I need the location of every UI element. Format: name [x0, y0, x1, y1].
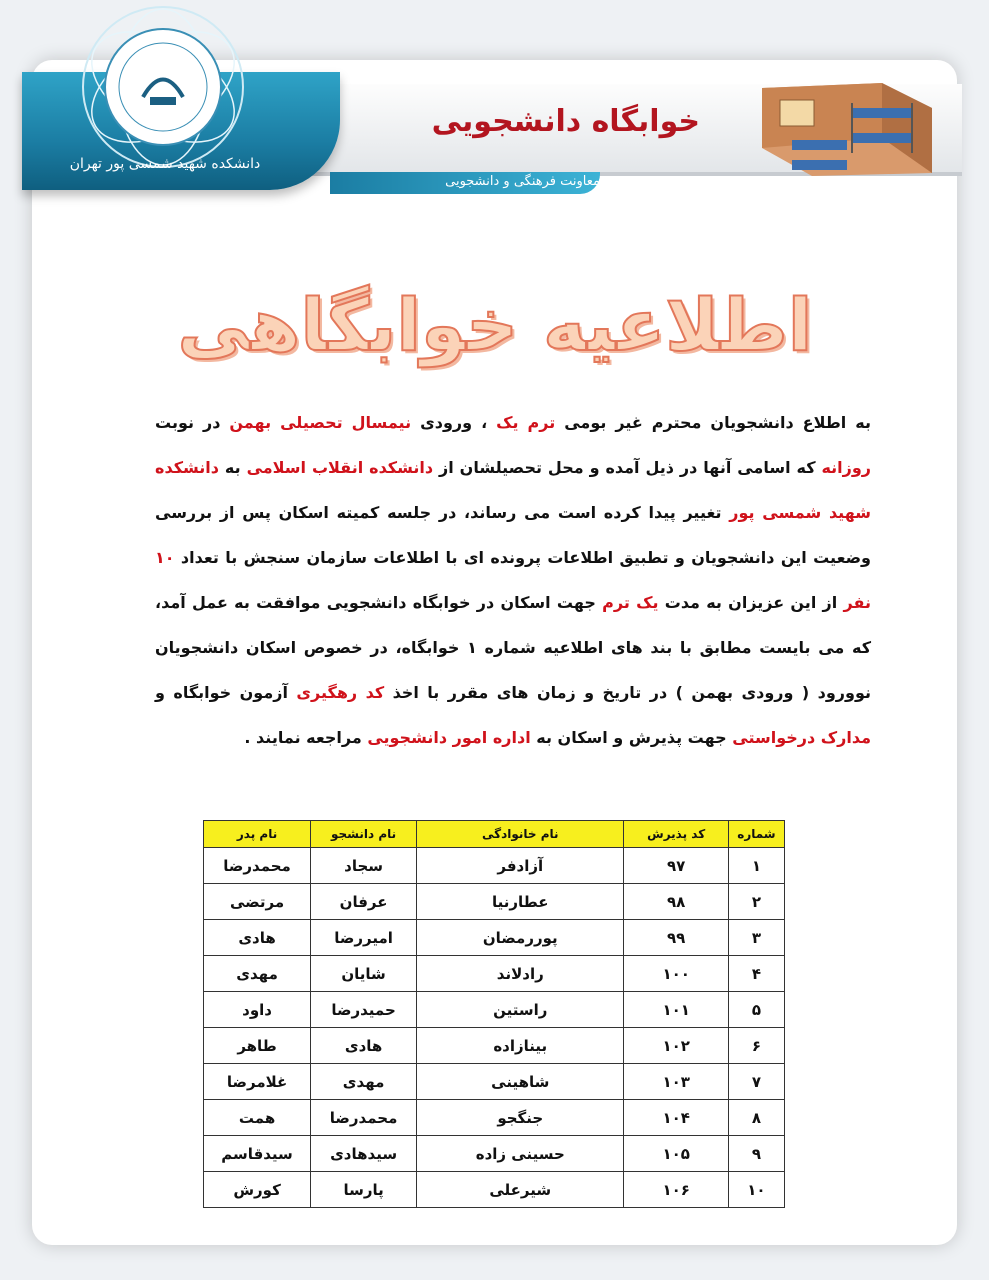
last-name: شیرعلی [417, 1172, 624, 1208]
father-name: محمدرضا [204, 848, 311, 884]
notice-highlight: مدارک درخواستی [732, 728, 871, 747]
column-header-number: شماره [728, 821, 784, 848]
last-name: راستین [417, 992, 624, 1028]
father-name: هادی [204, 920, 311, 956]
page-title: اطلاعیه خوابگاهی [177, 283, 813, 367]
first-name: سیدهادی [311, 1136, 417, 1172]
notice-highlight: کد رهگیری [296, 683, 385, 702]
father-name: مرتضی [204, 884, 311, 920]
notice-text: به [218, 458, 247, 477]
department-label: معاونت فرهنگی و دانشجویی [445, 174, 600, 189]
admission-code: ۱۰۱ [624, 992, 728, 1028]
row-number: ۴ [728, 956, 784, 992]
last-name: آزادفر [417, 848, 624, 884]
row-number: ۹ [728, 1136, 784, 1172]
notice-highlight: نیمسال تحصیلی بهمن [229, 413, 412, 432]
last-name: بینازاده [417, 1028, 624, 1064]
row-number: ۲ [728, 884, 784, 920]
admission-code: ۹۹ [624, 920, 728, 956]
table-header-row [204, 821, 785, 848]
father-name: همت [204, 1100, 311, 1136]
column-header-first-name: نام دانشجو [311, 821, 417, 848]
first-name: محمدرضا [311, 1100, 417, 1136]
student-roster-table [203, 820, 785, 1208]
father-name: داود [204, 992, 311, 1028]
row-number: ۶ [728, 1028, 784, 1064]
table-row [204, 1028, 785, 1064]
first-name: عرفان [311, 884, 417, 920]
notice-text: جهت اسکان در خوابگاه دانشجویی موافقت به عمل آمد، که می بایست مطابق با بند های اطلاعیه شماره ۱ خوابگاه، در خصوص اسکان دانشجویان نوورود ( ورودی بهمن ) در تاریخ و زمان های مقرر با اخذ [155, 593, 872, 702]
notice-highlight: دانشکده انقلاب اسلامی [246, 458, 434, 477]
last-name: حسینی زاده [417, 1136, 624, 1172]
notice-text: که اسامی آنها در ذیل آمده و محل تحصیلشان از [433, 458, 822, 477]
last-name: جنگجو [417, 1100, 624, 1136]
notice-highlight: ۱۰ نفر [155, 548, 871, 612]
row-number: ۳ [728, 920, 784, 956]
notice-highlight: ترم یک [496, 413, 556, 432]
row-number: ۷ [728, 1064, 784, 1100]
dorm-title: خوابگاه دانشجویی [431, 104, 700, 139]
row-number: ۸ [728, 1100, 784, 1136]
admission-code: ۹۸ [624, 884, 728, 920]
father-name: غلامرضا [204, 1064, 311, 1100]
notice-highlight: یک ترم [602, 593, 659, 612]
admission-code: ۱۰۳ [624, 1064, 728, 1100]
first-name: مهدی [311, 1064, 417, 1100]
first-name: حمیدرضا [311, 992, 417, 1028]
last-name: پوررمضان [417, 920, 624, 956]
last-name: رادلاند [417, 956, 624, 992]
first-name: شایان [311, 956, 417, 992]
last-name: عطارنیا [417, 884, 624, 920]
first-name: امیررضا [311, 920, 417, 956]
father-name: کورش [204, 1172, 311, 1208]
admission-code: ۱۰۶ [624, 1172, 728, 1208]
notice-highlight: روزانه [821, 458, 871, 477]
notice-highlight: اداره امور دانشجویی [367, 728, 531, 747]
notice-highlight: دانشکده شهید شمسی پور [155, 458, 872, 522]
table-row [204, 884, 785, 920]
table-row [204, 1100, 785, 1136]
notice-text: در نوبت [155, 413, 230, 432]
notice-text: تغییر پیدا کرده است می رساند، در جلسه کمیته اسکان پس از بررسی وضعیت این دانشجویان و تطبیق اطلاعات پرونده ای با اطلاعات سازمان سنجش با تعداد [155, 503, 871, 567]
admission-code: ۹۷ [624, 848, 728, 884]
table-row [204, 1064, 785, 1100]
notice-text: ، ورودی [411, 413, 497, 432]
college-seal-icon [78, 2, 248, 172]
admission-code: ۱۰۰ [624, 956, 728, 992]
table-row [204, 1136, 785, 1172]
admission-code: ۱۰۲ [624, 1028, 728, 1064]
father-name: مهدی [204, 956, 311, 992]
notice-text: آزمون خوابگاه و [155, 683, 297, 702]
first-name: هادی [311, 1028, 417, 1064]
notice-text: به اطلاع دانشجویان محترم غیر بومی [555, 413, 871, 432]
row-number: ۵ [728, 992, 784, 1028]
first-name: پارسا [311, 1172, 417, 1208]
notice-text: از این عزیزان به مدت [658, 593, 844, 612]
table-row [204, 992, 785, 1028]
row-number: ۱ [728, 848, 784, 884]
notice-paragraph [155, 400, 871, 760]
admission-code: ۱۰۵ [624, 1136, 728, 1172]
father-name: سیدقاسم [204, 1136, 311, 1172]
column-header-last-name: نام خانوادگی [417, 821, 624, 848]
college-name: دانشکده شهید شمسی پور تهران [69, 156, 261, 172]
first-name: سجاد [311, 848, 417, 884]
bunk-beds-room-icon [752, 78, 942, 178]
table-row [204, 1172, 785, 1208]
last-name: شاهینی [417, 1064, 624, 1100]
column-header-admission-code: کد پذیرش [624, 821, 728, 848]
notice-text: مراجعه نمایند . [244, 728, 368, 747]
table-row [204, 920, 785, 956]
father-name: طاهر [204, 1028, 311, 1064]
table-row [204, 848, 785, 884]
notice-text: جهت پذیرش و اسکان به [530, 728, 733, 747]
admission-code: ۱۰۴ [624, 1100, 728, 1136]
column-header-father-name: نام پدر [204, 821, 311, 848]
table-row [204, 956, 785, 992]
row-number: ۱۰ [728, 1172, 784, 1208]
